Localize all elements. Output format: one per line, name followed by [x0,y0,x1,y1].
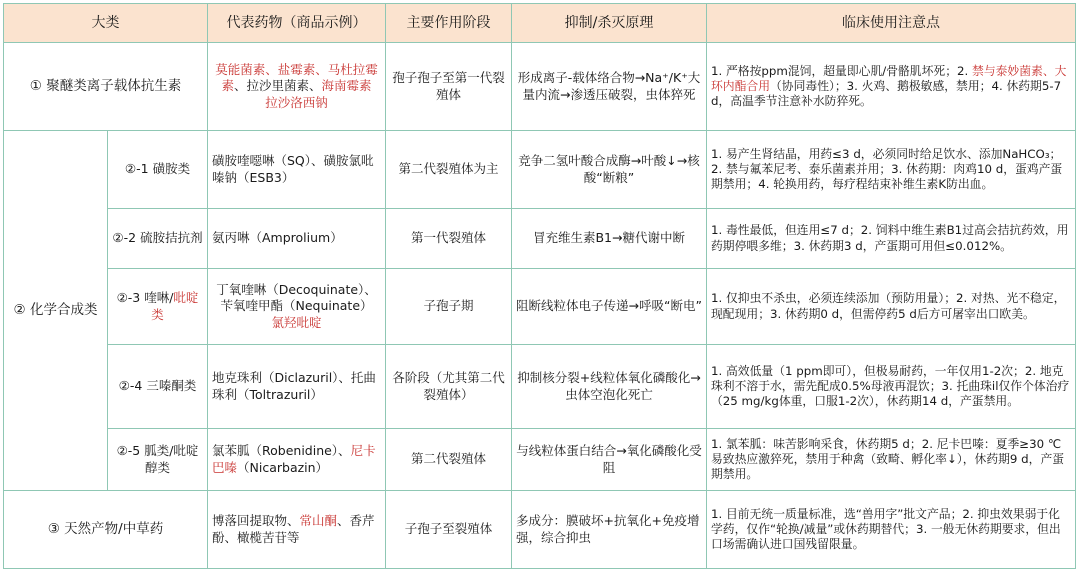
notes-cell [707,491,1076,569]
highlighted-text: 莫能菌素、盐霉素、马杜拉霉素 [215,61,378,94]
mechanism-cell: 多成分：膜破坏+抗氧化+免疫增强，综合抑虫 [512,491,707,569]
subclass-cell: ②-2 硫胺拮抗剂 [108,209,208,269]
text-segment: 1. 氯苯胍：味苦影响采食，休药期5 d；2. 尼卡巴嗪：夏季≥30 ℃易致热应激猝死，禁用于种禽（致畸、孵化率↓），休药期9 d，产蛋期禁用。 [711,436,1065,482]
drugs-cell [208,269,386,345]
table-row [4,345,1076,429]
subclass-cell: ②-4 三嗪酮类 [108,345,208,429]
table-row [4,131,1076,209]
drugs-cell [208,345,386,429]
table-row [4,209,1076,269]
notes-cell [707,269,1076,345]
text-segment: ②-3 喹啉/ [116,290,174,305]
highlighted-text: 常山酮 [299,513,338,528]
drugs-cell [208,429,386,491]
category-cell: ① 聚醚类离子载体抗生素 [4,43,208,131]
table-row [4,429,1076,491]
mechanism-cell: 抑制核分裂+线粒体氧化磷酸化→虫体空泡化死亡 [512,345,707,429]
highlighted-text: 禁与泰妙菌素、大环内酯合用 [711,63,1067,93]
category-cell: ③ 天然产物/中草药 [4,491,208,569]
table-row [4,43,1076,131]
mechanism-cell: 阻断线粒体电子传递→呼吸“断电” [512,269,707,345]
stage-cell: 子孢子至裂殖体 [386,491,512,569]
header-row [4,4,1076,43]
stage-cell: 孢子孢子至第一代裂殖体 [386,43,512,131]
drugs-cell [208,209,386,269]
notes-cell [707,345,1076,429]
drugs-cell [208,43,386,131]
drugs-cell [208,491,386,569]
text-segment: （Nicarbazin） [237,459,329,475]
highlighted-text: 海南霉素 [321,78,372,94]
text-segment: 博落回提取物、 [212,513,300,528]
subclass-cell: ②-5 胍类/吡啶醇类 [108,429,208,491]
mechanism-cell: 冒充维生素B1→糖代谢中断 [512,209,707,269]
notes-cell [707,43,1076,131]
stage-cell: 子孢子期 [386,269,512,345]
text-segment: 磺胺喹噁啉（SQ）、磺胺氯吡嗪钠（ESB3） [212,153,374,185]
text-segment: 1. 毒性最低，但连用≤7 d；2. 饲料中维生素B1过高会拮抗药效，用药期停喂多维；3. 休药期3 d，产蛋期可用但≤0.012%。 [711,223,1069,253]
text-segment: 丁氧喹啉（Decoquinate）、苄氧喹甲酯（Nequinate） [216,281,377,314]
text-segment: 氨丙啉（Amprolium） [212,230,343,246]
drugs-cell [208,131,386,209]
highlighted-text: 吡啶类 [151,290,199,322]
notes-cell [707,209,1076,269]
text-segment: 、香芹酚、橄榄苦苷等 [212,513,375,545]
header-drugs: 代表药物（商品示例） [208,4,386,43]
notes-cell [707,131,1076,209]
text-segment: 1. 高效低量（1 ppm即可），但极易耐药，一年仅用1-2次；2. 地克珠利不溶于水，需先配成0.5%母液再混饮；3. 托曲珠il仅作个体治疗（25 mg/kg体重，口服1-2次），休药期14 d，产蛋禁用。 [711,363,1070,409]
highlighted-text: 氯羟吡啶 [271,314,322,330]
text-segment: 地克珠利（Diclazuril）、托曲珠利（Toltrazuril） [212,370,376,402]
header-mechanism: 抑制/杀灭原理 [512,4,707,43]
stage-cell: 第二代裂殖体为主 [386,131,512,209]
subclass-cell: ②-1 磺胺类 [108,131,208,209]
highlighted-text: 拉沙洛西钠 [265,94,328,110]
stage-cell: 第一代裂殖体 [386,209,512,269]
mechanism-cell: 与线粒体蛋白结合→氧化磷酸化受阻 [512,429,707,491]
highlighted-text: 尼卡巴嗪 [212,443,376,475]
text-segment: 、拉沙里菌素、 [233,78,322,94]
text-segment: 1. 严格按ppm混饲，超量即心肌/骨骼肌坏死；2. [711,63,973,78]
subclass-cell [108,269,208,345]
text-segment: （协同毒性）；3. 火鸡、鹅极敏感，禁用；4. 休药期5-7 d，高温季节注意补水防猝死。 [711,78,1062,109]
text-segment: 1. 易产生肾结晶，用药≤3 d，必须同时给足饮水、添加NaHCO₃；2. 禁与氟苯尼考、泰乐菌素并用；3. 休药期：肉鸡10 d，蛋鸡产蛋期禁用；4. 轮换用药，每疗程结束补维生素K防出血。 [711,146,1063,192]
header-category: 大类 [4,4,208,43]
stage-cell: 第二代裂殖体 [386,429,512,491]
text-segment: 1. 仅抑虫不杀虫，必须连续添加（预防用量）；2. 对热、光不稳定，现配现用；3. 休药期0 d，但需停药5 d后方可屠宰出口欧美。 [711,291,1066,321]
notes-cell [707,429,1076,491]
stage-cell: 各阶段（尤其第二代裂殖体） [386,345,512,429]
group-label-cell: ② 化学合成类 [4,131,108,491]
mechanism-cell: 竞争二氢叶酸合成酶→叶酸↓→核酸“断粮” [512,131,707,209]
text-segment: 1. 目前无统一质量标准，选“兽用字”批文产品；2. 抑虫效果弱于化学药，仅作“轮换/减量”或休药期替代；3. 一般无休药期要求，但出口场需确认进口国残留限量。 [711,506,1061,552]
mechanism-cell: 形成离子-载体络合物→Na⁺/K⁺大量内流→渗透压破裂，虫体猝死 [512,43,707,131]
table-row [4,491,1076,569]
header-stage: 主要作用阶段 [386,4,512,43]
text-segment: 氯苯胍（Robenidine）、 [212,443,351,458]
table-row [4,269,1076,345]
coccidiostat-table [3,3,1076,569]
header-notes: 临床使用注意点 [707,4,1076,43]
